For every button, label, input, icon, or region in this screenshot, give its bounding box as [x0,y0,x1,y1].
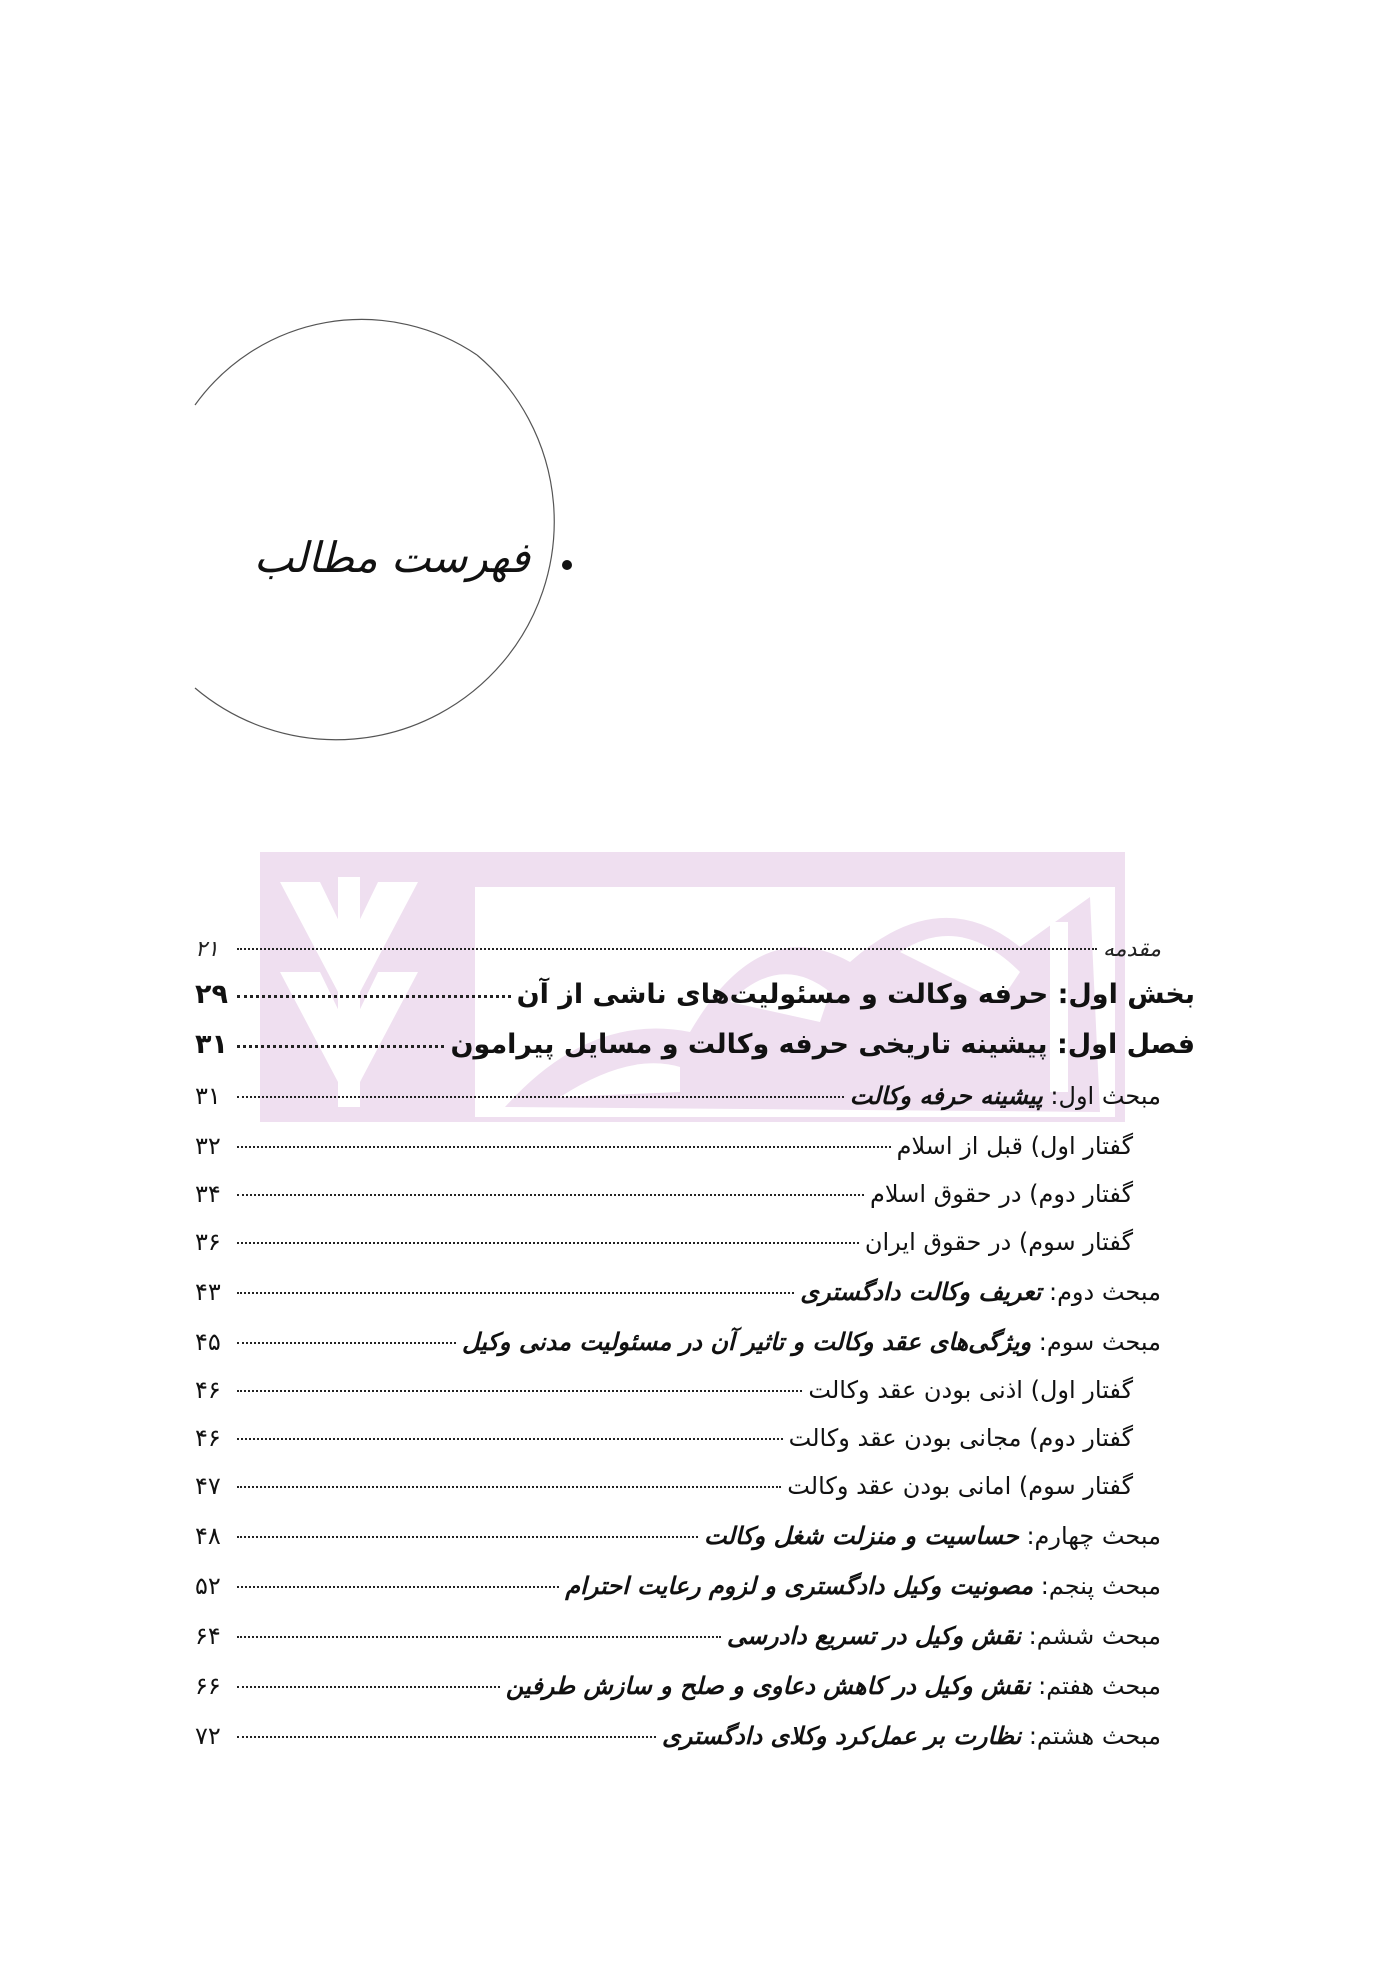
toc-entry-title: گفتار سوم) امانی بودن عقد وکالت [787,1472,1133,1500]
toc-entry-page: ۳۱ [195,1029,228,1060]
toc-entry-title [800,1278,1161,1306]
toc-entry-sub[interactable] [195,1408,1161,1452]
toc-entry-page: ۲۱ [195,937,219,962]
toc-entry-page: ۳۲ [195,1132,221,1160]
topic-prefix: مبحث ششم: [1028,1622,1161,1650]
dot-leader [237,1292,794,1294]
topic-prefix: مبحث اول: [1050,1082,1161,1110]
toc-entry-part-1[interactable] [195,966,1195,1010]
toc-entry-title: فصل اول: پیشینه تاریخی حرفه وکالت و مسایل پیرامون [450,1029,1195,1060]
toc-entry-topic-4[interactable] [195,1506,1161,1550]
dot-leader [237,1438,783,1440]
toc-entry-page: ۴۸ [195,1522,221,1550]
dot-leader [237,1342,456,1344]
toc-entry-topic-7[interactable] [195,1656,1161,1700]
toc-entry-title: گفتار سوم) در حقوق ایران [864,1228,1133,1256]
dot-leader [237,1586,559,1588]
toc-entry-topic-8[interactable] [195,1706,1161,1750]
topic-title: تعریف وکالت دادگستری [800,1278,1042,1306]
toc-entry-title [506,1672,1161,1700]
toc-entry-page: ۳۴ [195,1180,221,1208]
toc-entry-page: ۴۷ [195,1472,221,1500]
toc-entry-topic-3[interactable] [195,1312,1161,1356]
toc-entry-page: ۳۱ [195,1082,221,1110]
toc-entry-page: ۴۶ [195,1424,221,1452]
toc-entry-page: ۵۲ [195,1572,221,1600]
toc-entry-title [704,1522,1161,1550]
toc-entry-sub[interactable] [195,1456,1161,1500]
topic-title: ویژگی‌های عقد وکالت و تاثیر آن در مسئولیت مدنی وکیل [462,1328,1032,1356]
dot-leader [237,1146,891,1148]
toc-entry-title: بخش اول: حرفه وکالت و مسئولیت‌های ناشی از آن [516,979,1195,1010]
topic-prefix: مبحث هشتم: [1028,1722,1161,1750]
toc-entry-title: مقدمه [1102,937,1161,962]
topic-title: نقش وکیل در تسریع دادرسی [726,1622,1021,1650]
topic-title: نقش وکیل در کاهش دعاوی و صلح و سازش طرفین [505,1672,1031,1700]
toc-entry-title [662,1722,1161,1750]
toc-entry-sub[interactable] [195,1164,1161,1208]
toc-entry-title [850,1082,1161,1110]
dot-leader [237,948,1097,950]
dot-leader [237,1636,721,1638]
dot-leader [237,1096,844,1098]
toc-entry-chapter-1[interactable] [195,1016,1195,1060]
toc-entry-page: ۴۵ [195,1328,221,1356]
toc-entry-page: ۴۶ [195,1376,221,1404]
toc-entry-title [565,1572,1161,1600]
dot-leader [237,1045,444,1048]
dot-leader [237,1736,656,1738]
dot-leader [237,1536,698,1538]
topic-prefix: مبحث دوم: [1048,1278,1161,1306]
toc-entry-page: ۲۹ [195,979,228,1010]
toc-entry-sub[interactable] [195,1212,1161,1256]
toc-entry-page: ۷۲ [195,1722,221,1750]
toc-entry-intro[interactable] [195,918,1161,962]
toc-entry-topic-5[interactable] [195,1556,1161,1600]
dot-leader [237,1390,802,1392]
toc-entry-topic-6[interactable] [195,1606,1161,1650]
toc-entry-title: گفتار اول) قبل از اسلام [896,1132,1133,1160]
bullet-dot [562,560,572,570]
dot-leader [237,995,511,998]
toc-entry-topic-1[interactable] [195,1066,1161,1110]
page-title: فهرست مطالب [253,533,530,582]
dot-leader [237,1686,500,1688]
topic-title: نظارت بر عمل‌کرد وکلای دادگستری [662,1722,1022,1750]
dot-leader [237,1486,781,1488]
toc-entry-topic-2[interactable] [195,1262,1161,1306]
topic-prefix: مبحث هفتم: [1038,1672,1161,1700]
topic-prefix: مبحث چهارم: [1026,1522,1161,1550]
toc-entry-title: گفتار دوم) مجانی بودن عقد وکالت [788,1424,1133,1452]
dot-leader [237,1242,859,1244]
topic-title: مصونیت وکیل دادگستری و لزوم رعایت احترام [565,1572,1034,1600]
dot-leader [237,1194,864,1196]
toc-entry-sub[interactable] [195,1116,1161,1160]
toc-entry-page: ۳۶ [195,1228,221,1256]
toc-entry-sub[interactable] [195,1360,1161,1404]
toc-entry-title [727,1622,1161,1650]
topic-prefix: مبحث پنجم: [1040,1572,1161,1600]
toc-entry-page: ۴۳ [195,1278,221,1306]
topic-title: پیشینه حرفه وکالت [849,1082,1043,1110]
toc-entry-title: گفتار اول) اذنی بودن عقد وکالت [808,1376,1133,1404]
toc-entry-page: ۶۶ [195,1672,221,1700]
toc-entry-page: ۶۴ [195,1622,221,1650]
toc-entry-title: گفتار دوم) در حقوق اسلام [870,1180,1133,1208]
toc-entry-title [462,1328,1161,1356]
topic-prefix: مبحث سوم: [1038,1328,1161,1356]
topic-title: حساسیت و منزلت شغل وکالت [704,1522,1019,1550]
